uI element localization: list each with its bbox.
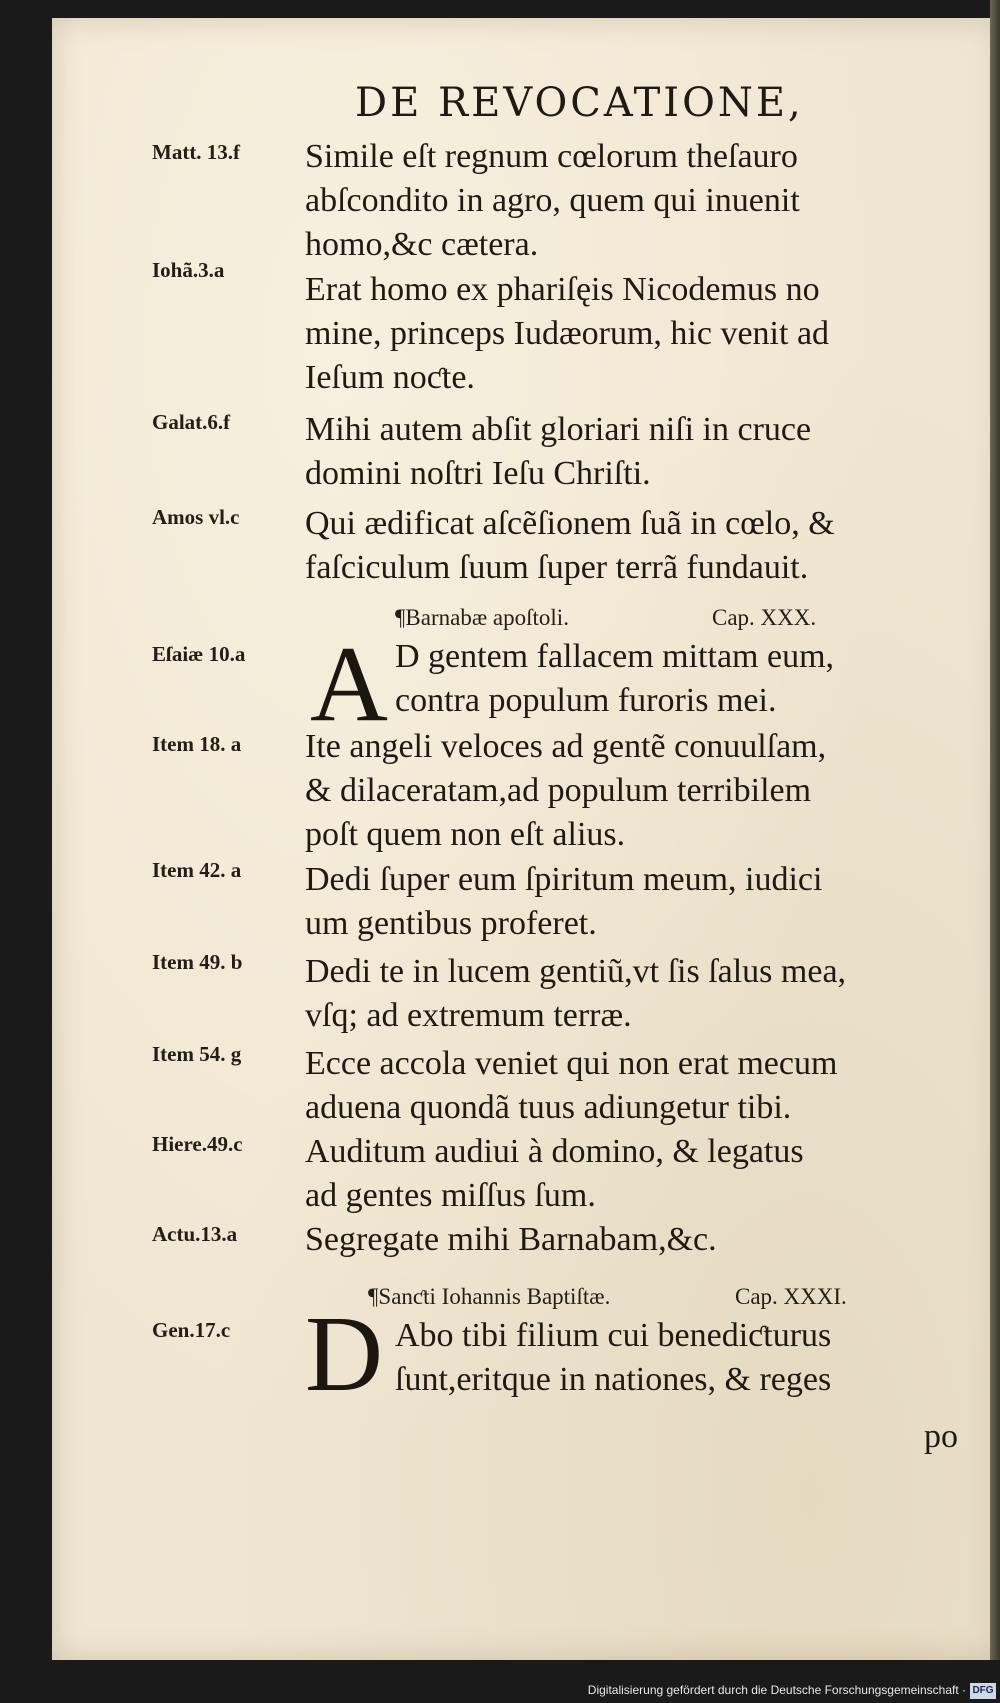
margin-reference: Iohã.3.a bbox=[152, 258, 225, 282]
text-line: D gentem fallacem mittam eum, bbox=[395, 638, 835, 675]
text-line: vſq; ad extremum terræ. bbox=[305, 997, 632, 1034]
text-line: Ieſum noƈte. bbox=[305, 359, 475, 396]
margin-reference: Matt. 13.f bbox=[152, 140, 241, 164]
text-line: um gentibus proferet. bbox=[305, 905, 597, 942]
chapter-number: Cap. XXX. bbox=[712, 605, 817, 630]
text-line: ſunt,eritque in nationes, & reges bbox=[395, 1361, 832, 1398]
text-line: Dedi te in lucem gentiũ,vt ſis ſalus mea, bbox=[305, 953, 847, 990]
text-line: aduena quondã tuus adiungetur tibi. bbox=[305, 1089, 792, 1126]
text-line: mine, princeps Iudæorum, hic venit ad bbox=[305, 315, 830, 352]
text-line: Ecce accola veniet qui non erat mecum bbox=[305, 1045, 838, 1082]
text-line: Erat homo ex phariſęis Nicodemus no bbox=[305, 271, 820, 308]
margin-reference: Galat.6.f bbox=[152, 410, 231, 434]
text-line: Abo tibi filium cui benediƈturus bbox=[395, 1317, 832, 1354]
digitization-credit: Digitalisierung gefördert durch die Deutsche Forschungsgemeinschaft · bbox=[587, 1683, 966, 1697]
text-line: homo,&c cætera. bbox=[305, 226, 539, 263]
margin-reference: Amos vl.c bbox=[152, 505, 240, 529]
text-line: Mihi autem abſit gloriari niſi in cruce bbox=[305, 411, 812, 448]
margin-reference: Item 18. a bbox=[152, 732, 242, 756]
chapter-heading: ¶Sanƈti Iohannis Baptiſtæ. bbox=[368, 1284, 611, 1309]
margin-reference: Item 42. a bbox=[152, 858, 242, 882]
margin-reference: Hiere.49.c bbox=[152, 1132, 243, 1156]
text-line: poſt quem non eſt alius. bbox=[305, 816, 626, 853]
text-line: ad gentes miſſus ſum. bbox=[305, 1177, 596, 1214]
drop-cap-initial: D bbox=[305, 1295, 383, 1414]
page-edge bbox=[990, 0, 1000, 1660]
text-line: domini noſtri Ieſu Chriſti. bbox=[305, 455, 651, 492]
text-line: abſcondito in agro, quem qui inuenit bbox=[305, 182, 800, 219]
text-line: Qui ædificat aſcẽſionem ſuã in cœlo, & bbox=[305, 505, 835, 542]
margin-reference: Item 54. g bbox=[152, 1042, 242, 1066]
dfg-logo: DFG bbox=[970, 1683, 996, 1699]
text-line: Auditum audiui à domino, & legatus bbox=[305, 1133, 804, 1170]
catchword: po bbox=[924, 1418, 958, 1455]
margin-reference: Actu.13.a bbox=[152, 1222, 238, 1246]
chapter-number: Cap. XXXI. bbox=[735, 1284, 847, 1309]
text-line: Simile eſt regnum cœlorum theſauro bbox=[305, 138, 798, 175]
text-line: Ite angeli veloces ad gentẽ conuulſam, bbox=[305, 728, 827, 765]
drop-cap-initial: A bbox=[310, 625, 388, 744]
running-header: DE REVOCATIONE, bbox=[355, 80, 804, 126]
text-line: faſciculum ſuum ſuper terrã fundauit. bbox=[305, 549, 809, 586]
margin-reference: Gen.17.c bbox=[152, 1318, 231, 1342]
text-line: Segregate mihi Barnabam,&c. bbox=[305, 1221, 717, 1258]
text-line: & dilaceratam,ad populum terribilem bbox=[305, 772, 812, 809]
chapter-heading: ¶Barnabæ apoſtoli. bbox=[395, 605, 569, 630]
margin-reference: Item 49. b bbox=[152, 950, 243, 974]
text-line: contra populum furoris mei. bbox=[395, 682, 777, 719]
text-line: Dedi ſuper eum ſpiritum meum, iudici bbox=[305, 861, 823, 898]
margin-reference: Eſaiæ 10.a bbox=[152, 642, 246, 666]
